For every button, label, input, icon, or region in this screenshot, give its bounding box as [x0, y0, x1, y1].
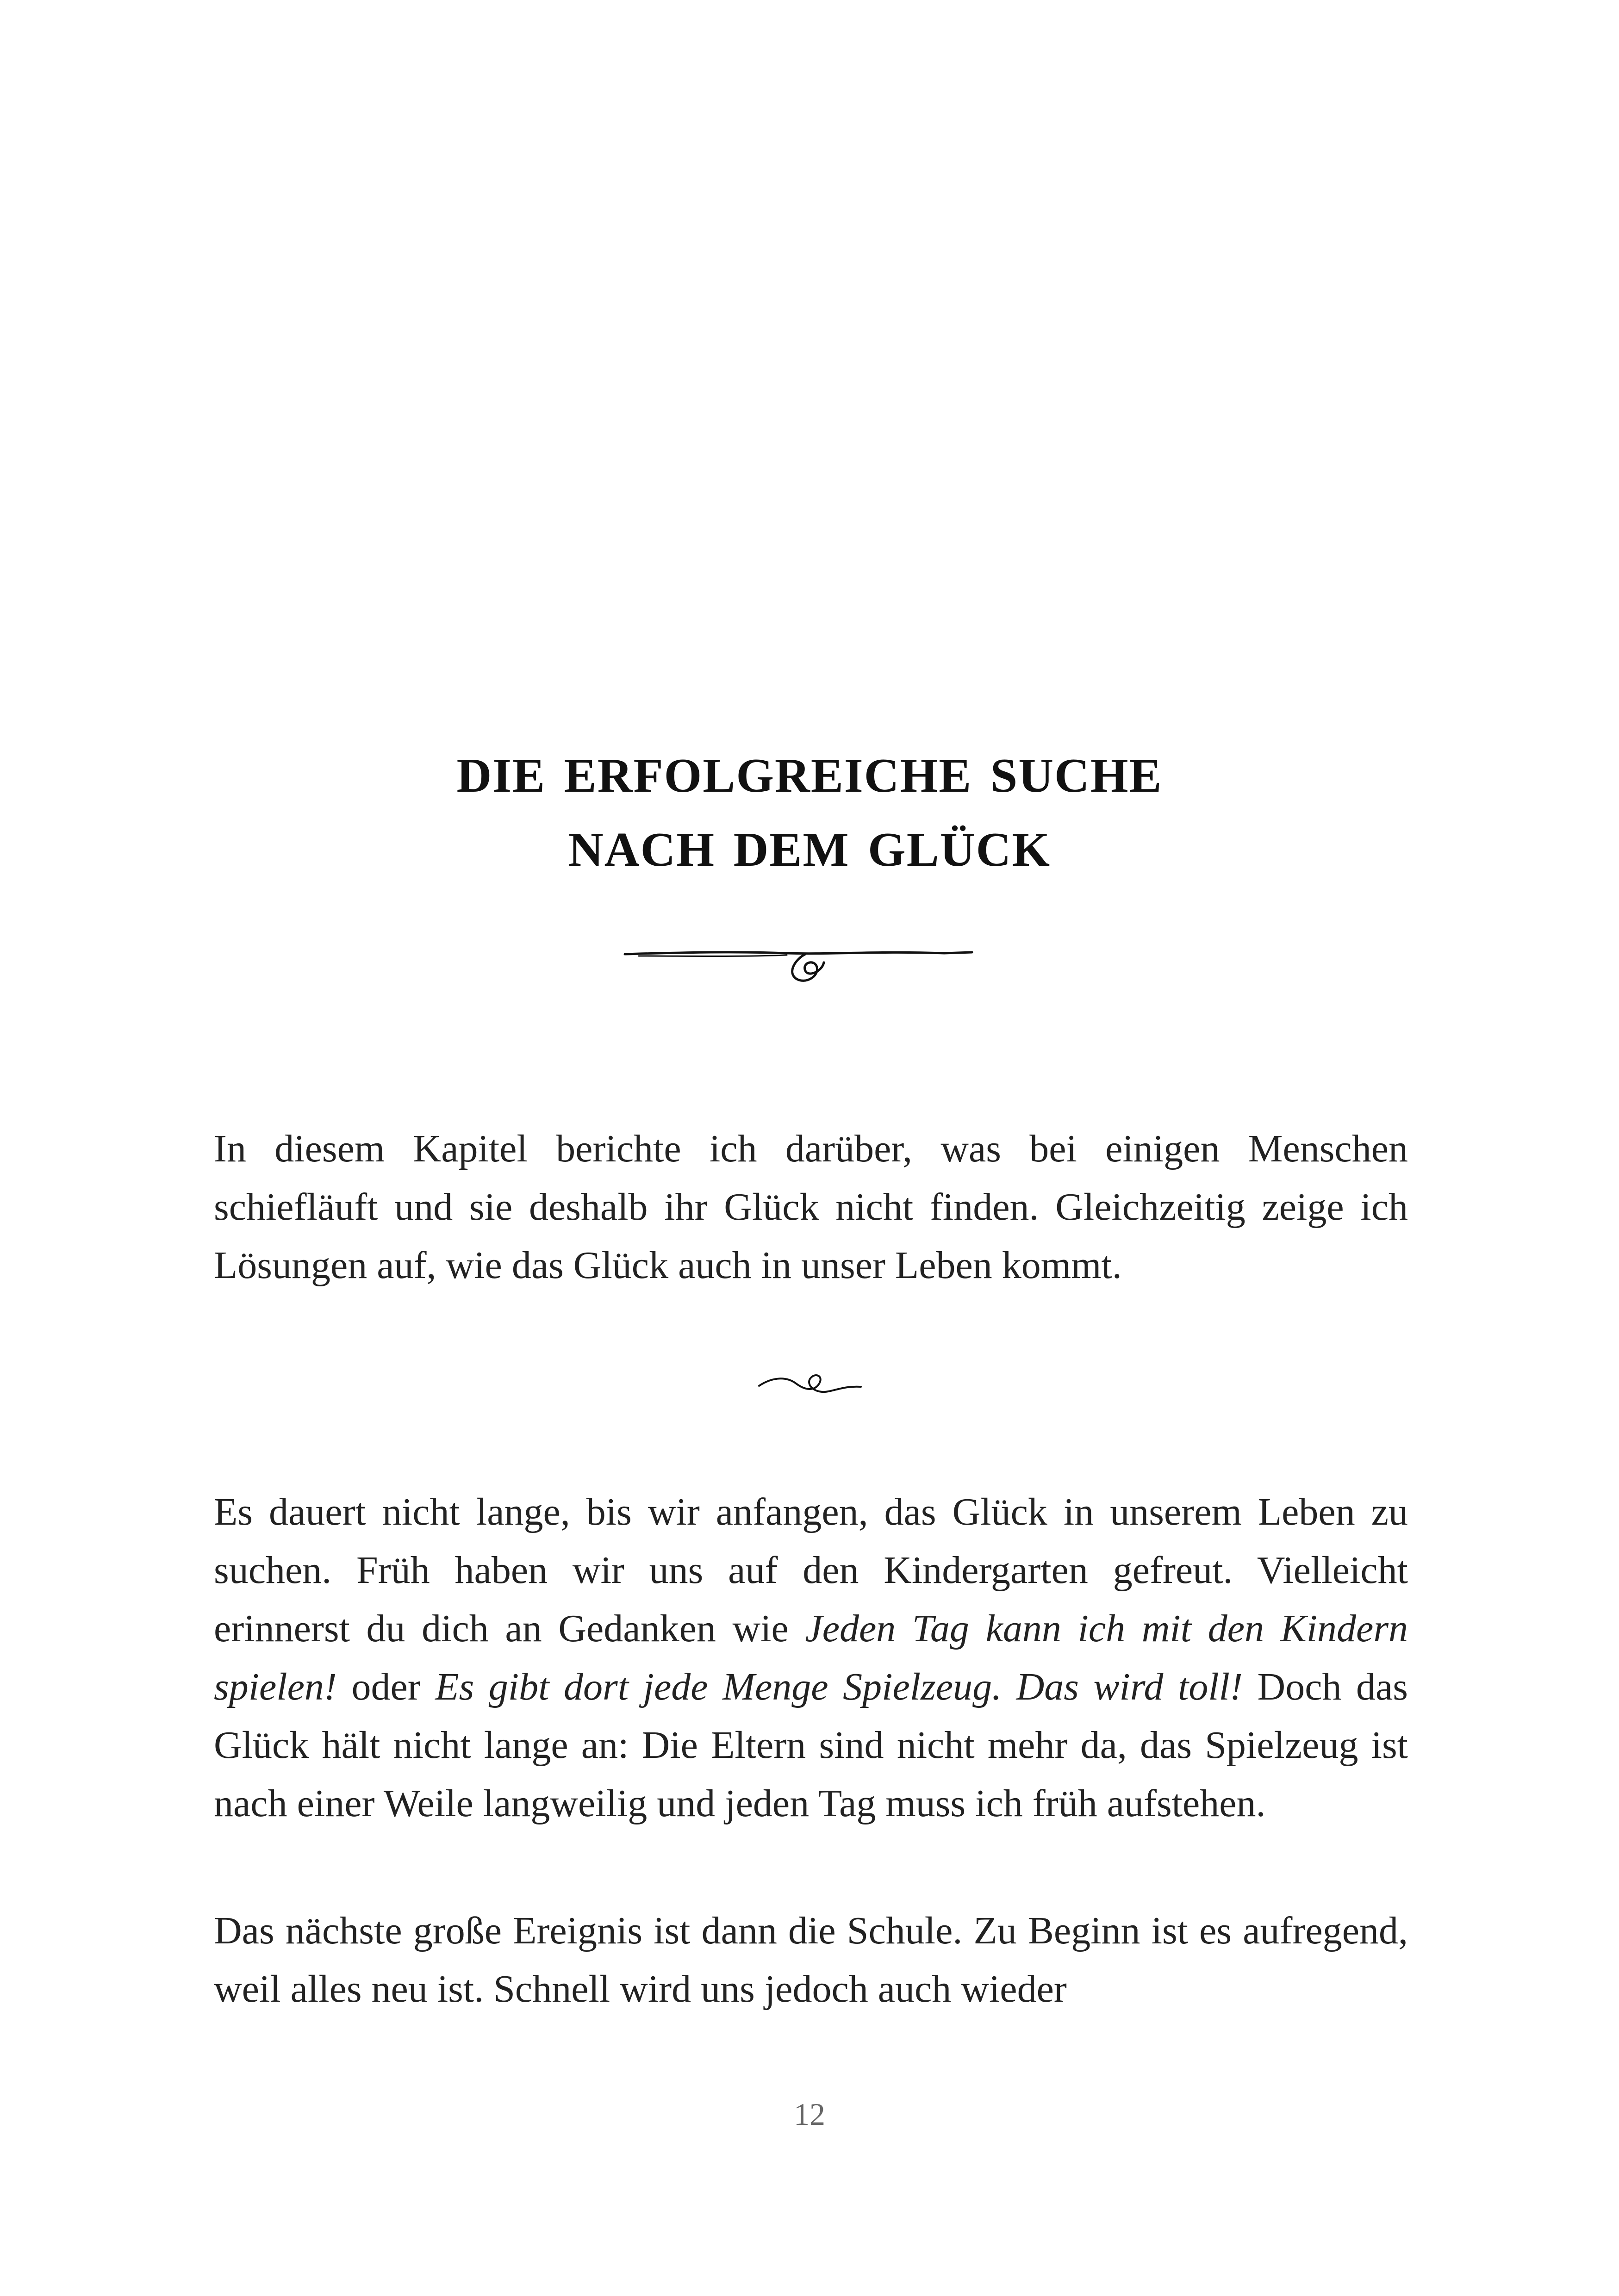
intro-paragraph: In diesem Kapitel berichte ich darüber, was bei einigen Menschen schiefläuft und sie deshalb ihr Glück nicht finden. Gleichzeitig zeige ich Lösungen auf, wie das Glück auch in unser Leben kommt. — [214, 1127, 1408, 1287]
small-swirl-icon — [754, 1358, 866, 1404]
swirl-divider-icon — [620, 925, 981, 990]
paragraph-kindergarten — [214, 1483, 1408, 1833]
quote-italic: Jeden Tag kann ich mit den Kindern spielen! — [214, 1607, 1408, 1708]
page-number: 12 — [794, 2097, 825, 2132]
body-paragraph-1 — [214, 1483, 1408, 1833]
paragraph-school: Das nächste große Ereignis ist dann die Schule. Zu Beginn ist es aufregend, weil alles neu ist. Schnell wird uns jedoch auch wieder — [214, 1909, 1408, 2011]
chapter-title-line-1: die erfolgreiche suche — [456, 730, 1163, 807]
chapter-title — [0, 732, 1619, 880]
paragraph-text: Doch das Glück hält nicht lange an: Die Eltern sind nicht mehr da, das Spielzeug ist nach einer Weile langweilig und jeden Tag muss ich früh aufstehen. — [214, 1665, 1408, 1825]
paragraph-text: Es dauert nicht lange, bis wir anfangen, das Glück in unserem Leben zu suchen. Früh haben wir uns auf den Kindergarten gefreut. Vielleicht erinnerst du dich an Gedanken wie — [214, 1490, 1408, 1650]
chapter-intro — [214, 1120, 1408, 1295]
chapter-title-line-2: nach dem glück — [568, 804, 1051, 881]
body-paragraph-2 — [214, 1902, 1408, 2018]
paragraph-text: oder — [336, 1665, 436, 1708]
quote-italic: Es gibt dort jede Menge Spielzeug. Das wird toll! — [435, 1665, 1243, 1708]
